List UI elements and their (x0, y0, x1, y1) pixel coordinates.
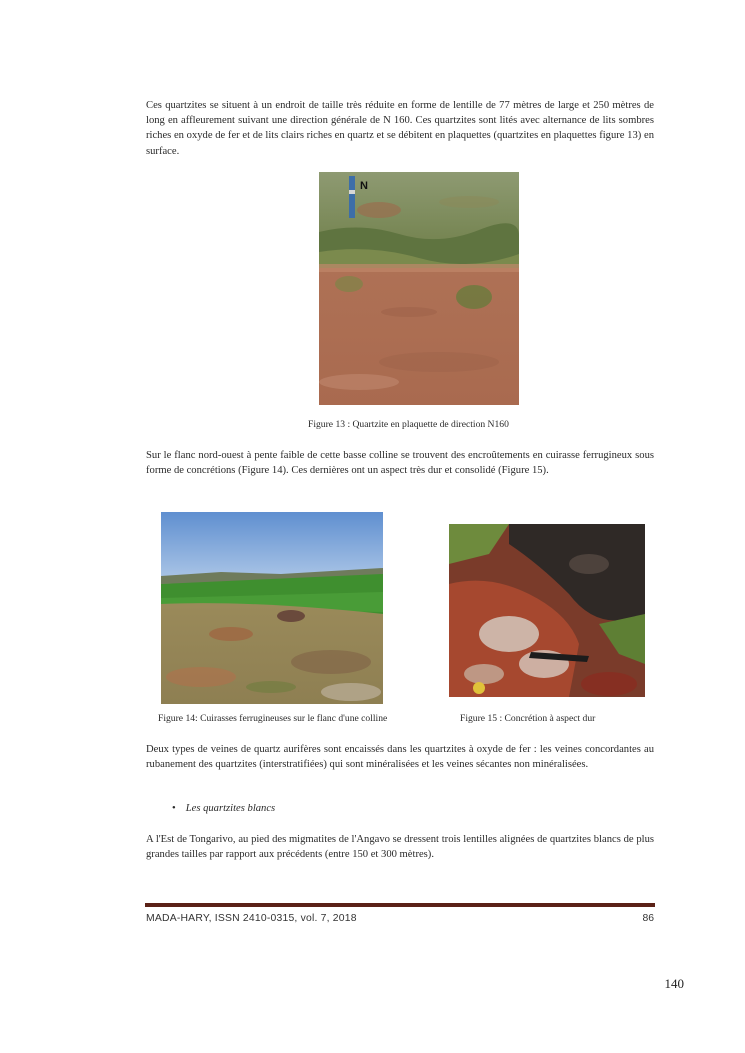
figure-14-caption: Figure 14: Cuirasses ferrugineuses sur le flanc d'une colline (158, 713, 388, 724)
bullet-symbol: • (172, 803, 176, 814)
paragraph-flank-description: Sur le flanc nord-ouest à pente faible de cette basse colline se trouvent des encroûtements en cuirasse ferrugineux sous forme de concrétions (Figure 14). Ces dernières ont un aspect très dur et consolidé (Figure 15). (146, 450, 654, 477)
figure-13-photo (319, 172, 519, 405)
figure-15-photo (449, 524, 645, 697)
footer-journal-page: 86 (642, 913, 654, 924)
paragraph-quartzite-description: Ces quartzites se situent à un endroit de taille très réduite en forme de lentille de 77 mètres de large et 250 mètres de long en affleurement suivant une direction générale de N 160. Ces quartzites sont lités avec alternance de lits sombres riches en oxyde de fer et de lits clairs riches en quartz et se débitent en plaquettes (quartzites en plaquettes figure 13) en surface. (146, 100, 654, 157)
footer-rule (145, 903, 655, 907)
figure-14-photo (161, 512, 383, 704)
bullet-white-quartzites (172, 803, 275, 814)
bullet-text: Les quartzites blancs (185, 803, 276, 814)
figure-13-caption: Figure 13 : Quartzite en plaquette de direction N160 (308, 419, 509, 430)
north-label: N (360, 180, 368, 192)
paragraph-quartz-veins: Deux types de veines de quartz aurifères sont encaissés dans les quartzites à oxyde de fer : les veines concordantes au rubanement des quartzites (interstratifiées) qui sont minéralisées et les veines sécantes non minéralisées. (146, 744, 654, 771)
paragraph-tongarivo: A l'Est de Tongarivo, au pied des migmatites de l'Angavo se dressent trois lentilles alignées de quartzites blancs de plus grandes tailles par rapport aux précédents (entre 150 et 300 mètres). (146, 834, 654, 861)
footer-journal: MADA-HARY, ISSN 2410-0315, vol. 7, 2018 (146, 913, 357, 924)
page-number: 140 (664, 976, 684, 991)
figure-15-caption: Figure 15 : Concrétion à aspect dur (460, 713, 596, 724)
